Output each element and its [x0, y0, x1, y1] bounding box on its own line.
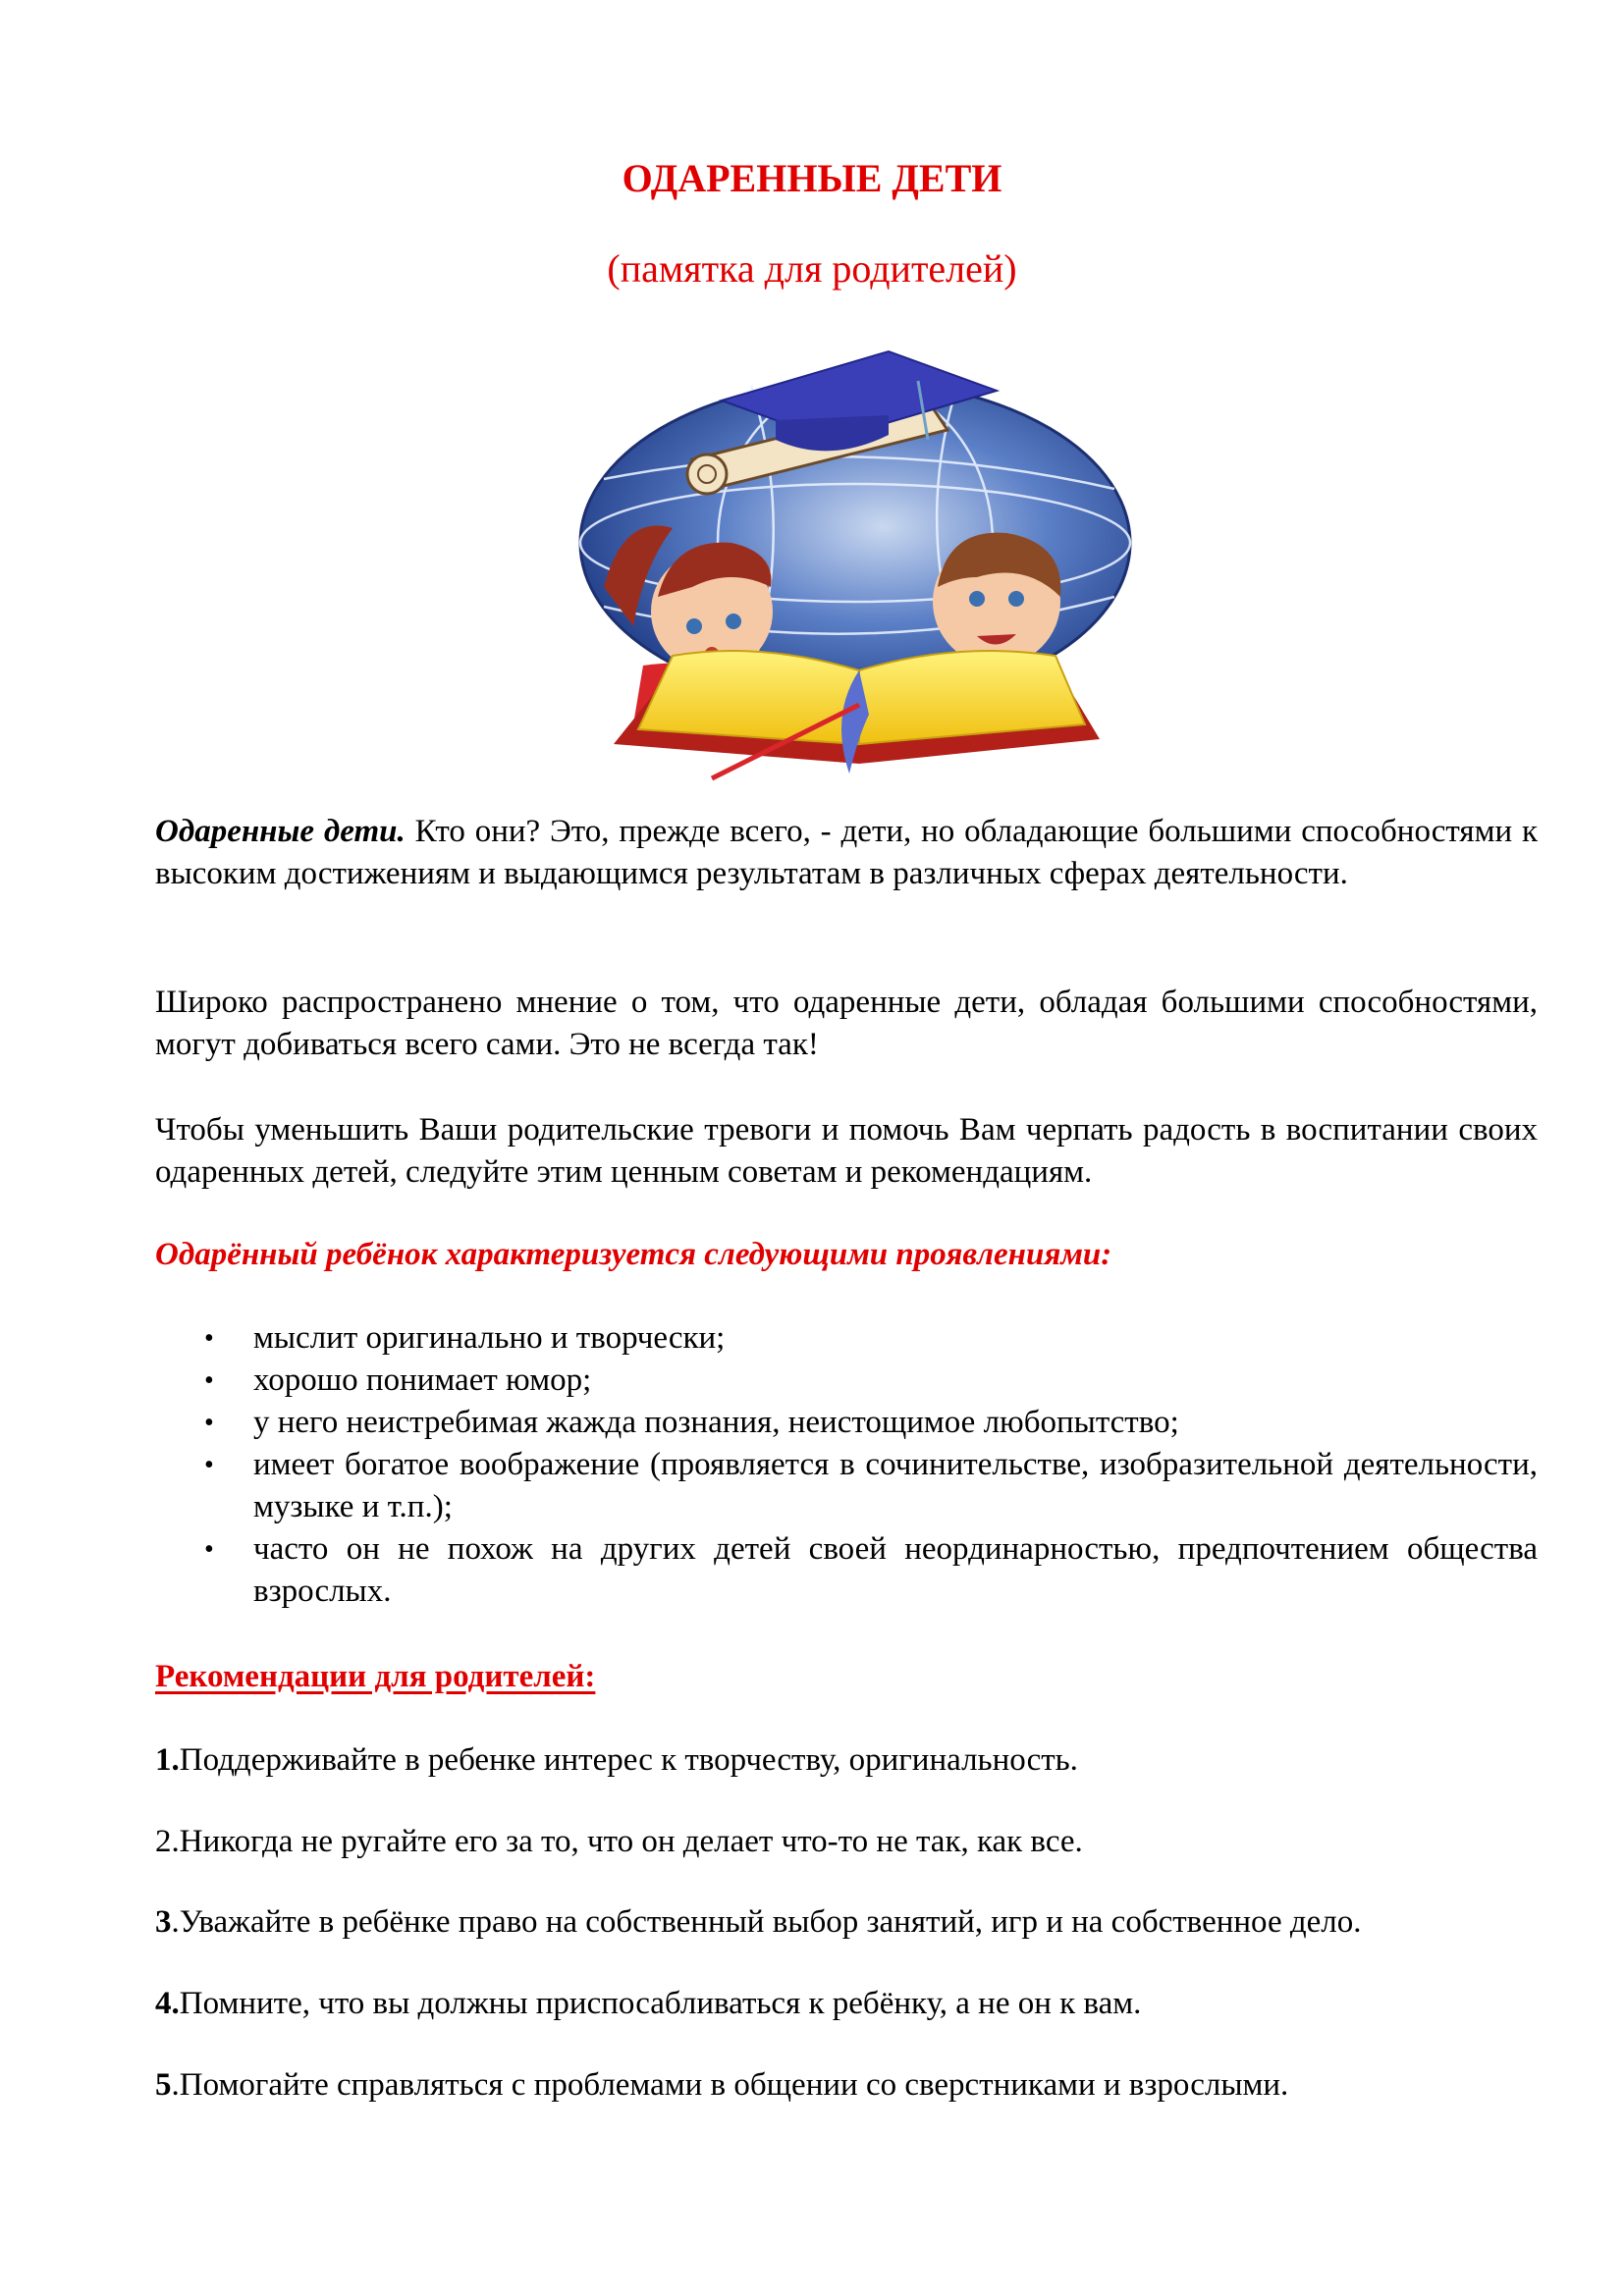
bullet-icon: •: [204, 1323, 214, 1354]
list-item-text: мыслит оригинально и творчески;: [253, 1320, 726, 1356]
item-number: 4.: [155, 1986, 180, 2021]
list-item-text: у него неистребимая жажда познания, неистощимое любопытство;: [253, 1405, 1179, 1440]
intro-paragraph: [155, 811, 1538, 895]
intro-lead: Одаренные дети.: [155, 814, 406, 849]
recommendation-item: [155, 2064, 1288, 2107]
item-number: 5: [155, 2067, 172, 2103]
bullet-icon: •: [204, 1408, 214, 1438]
list-item: [155, 1444, 1538, 1528]
list-item: [155, 1402, 1538, 1444]
item-text: Никогда не ругайте его за то, что он делает что-то не так, как все.: [179, 1824, 1083, 1859]
paragraph-1: Широко распространено мнение о том, что одаренные дети, обладая большими способностями, могут добиваться всего сами. Это не всегда так!: [155, 985, 1538, 1062]
item-number: 3: [155, 1904, 172, 1940]
recommendation-item: [155, 1821, 1083, 1863]
page-title: ОДАРЕННЫЕ ДЕТИ: [622, 156, 1002, 200]
bullet-icon: •: [204, 1365, 214, 1396]
list-item: [155, 1360, 1538, 1402]
bullet-icon: •: [204, 1450, 214, 1480]
children-globe-book-illustration: [565, 342, 1146, 783]
paragraph-2: Чтобы уменьшить Ваши родительские тревоги и помочь Вам черпать радость в воспитании своих одаренных детей, следуйте этим ценным советам и рекомендациям.: [155, 1112, 1538, 1190]
list-item: [155, 1317, 1538, 1360]
recommendation-item: [155, 1739, 1078, 1782]
list-item: [155, 1528, 1538, 1613]
bullet-icon: •: [204, 1534, 214, 1565]
item-text: .Уважайте в ребёнке право на собственный выбор занятий, игр и на собственное дело.: [171, 1904, 1362, 1940]
open-book-icon: [614, 651, 1100, 778]
item-number: 2.: [155, 1824, 180, 1859]
recommendation-item: [155, 1901, 1362, 1944]
list-item-text: имеет богатое воображение (проявляется в сочинительстве, изобразительной деятельности, музыке и т.п.);: [253, 1447, 1538, 1524]
recommendation-item: [155, 1983, 1141, 2025]
traits-list: [155, 1317, 1538, 1613]
item-number: 1.: [155, 1742, 180, 1778]
traits-heading: Одарённый ребёнок характеризуется следующими проявлениями:: [155, 1237, 1112, 1272]
list-item-text: часто он не похож на других детей своей неординарностью, предпочтением общества взрослых.: [253, 1531, 1538, 1609]
item-text: Поддерживайте в ребенке интерес к творчеству, оригинальность.: [179, 1742, 1078, 1778]
recommendations-heading: Рекомендации для родителей:: [155, 1659, 596, 1694]
page-subtitle: (памятка для родителей): [607, 246, 1017, 291]
intro-text: Кто они? Это, прежде всего, - дети, но обладающие большими способностями к высоким достижениям и выдающимся результатам в различных сферах деятельности.: [155, 814, 1538, 891]
list-item-text: хорошо понимает юмор;: [253, 1362, 592, 1398]
item-text: Помните, что вы должны приспосабливаться к ребёнку, а не он к вам.: [179, 1986, 1142, 2021]
item-text: .Помогайте справляться с проблемами в общении со сверстниками и взрослыми.: [171, 2067, 1289, 2103]
